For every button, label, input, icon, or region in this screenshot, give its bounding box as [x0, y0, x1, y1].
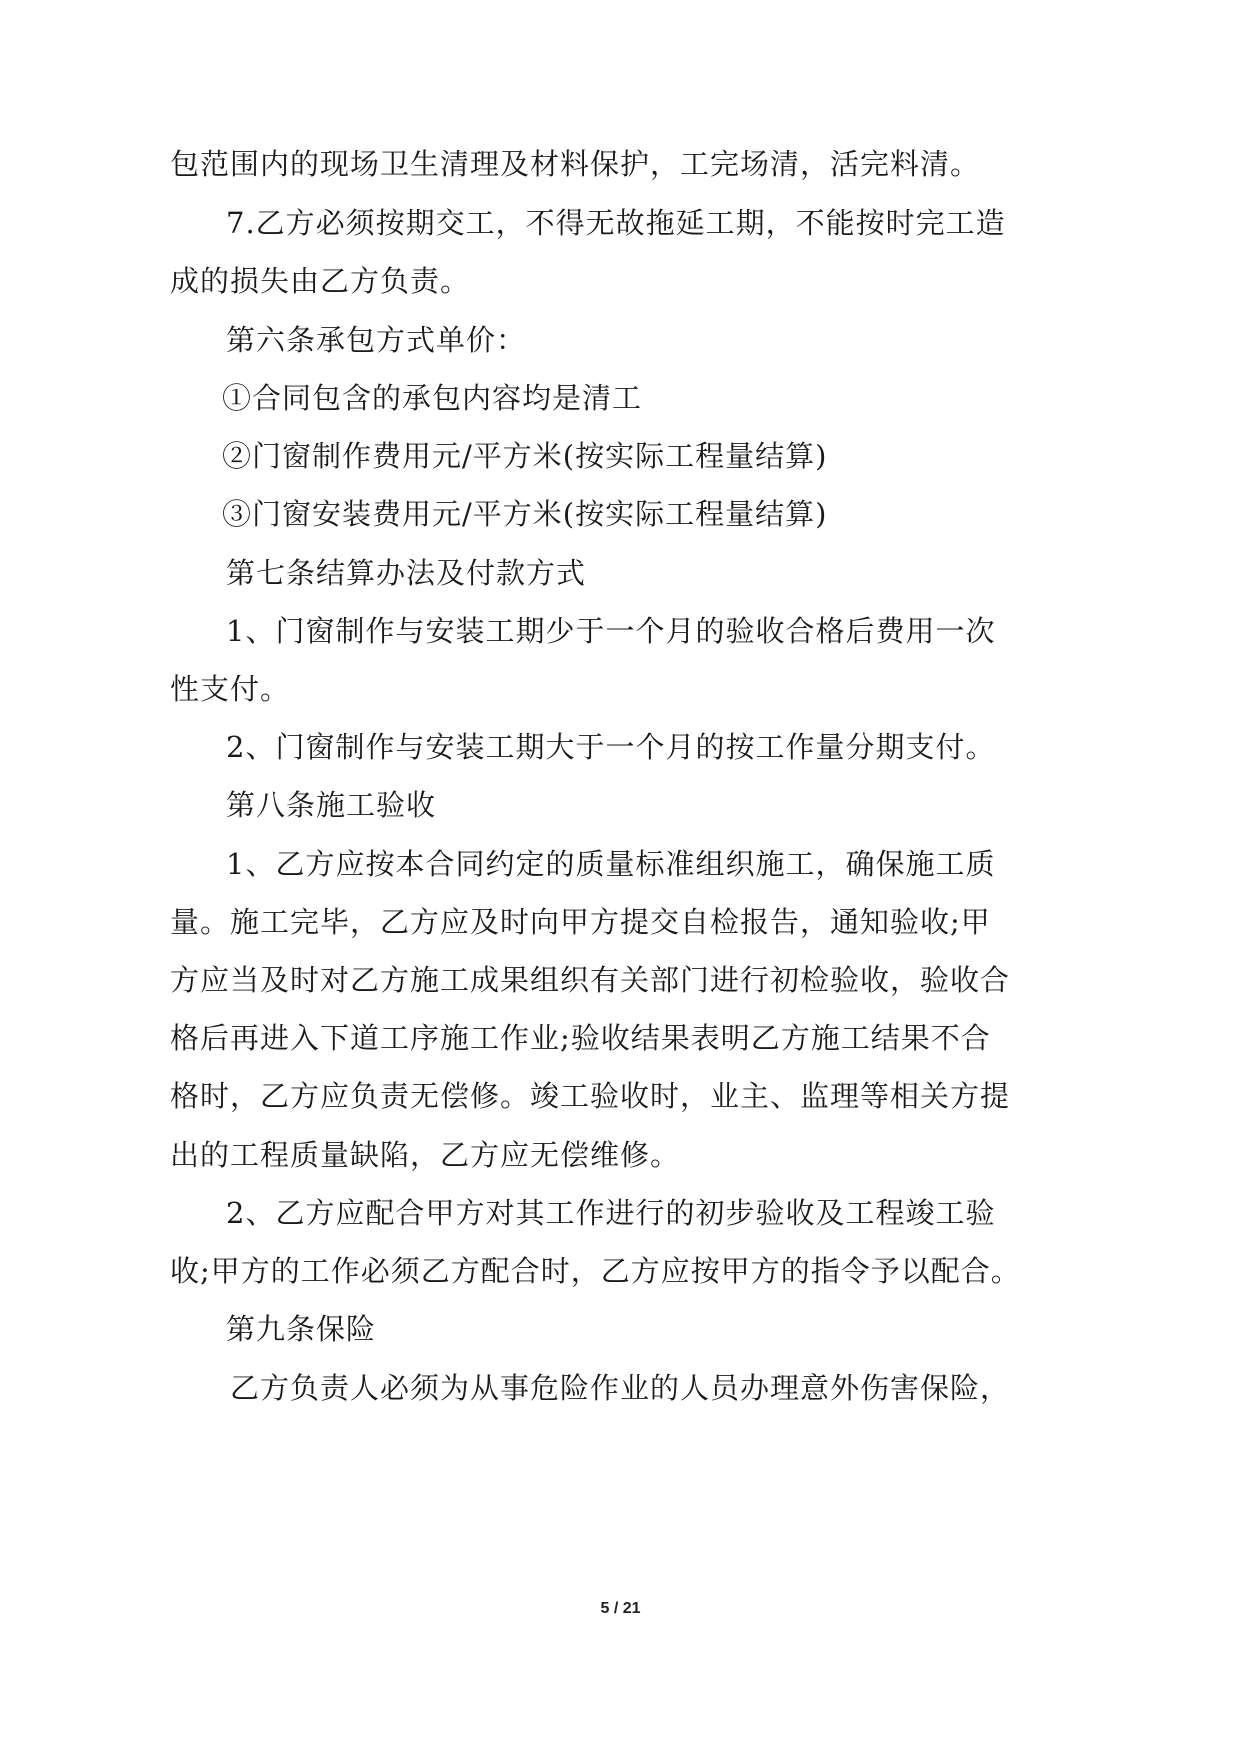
- body-text-line: ②门窗制作费用元/平方米(按实际工程量结算): [222, 439, 828, 473]
- body-text-line: 2、门窗制作与安装工期大于一个月的按工作量分期支付。: [226, 730, 996, 764]
- body-text-line: 成的损失由乙方负责。: [170, 264, 471, 298]
- body-text-line: 2、乙方应配合甲方对其工作进行的初步验收及工程竣工验: [226, 1196, 996, 1230]
- body-text-line: 7.乙方必须按期交工，不得无故拖延工期，不能按时完工造: [226, 206, 1006, 240]
- body-text-line: 乙方负责人必须为从事危险作业的人员办理意外伤害保险，: [230, 1371, 1011, 1405]
- body-text-line: 格时，乙方应负责无偿修。竣工验收时，业主、监理等相关方提: [170, 1079, 1011, 1113]
- body-text-line: 出的工程质量缺陷，乙方应无偿维修。: [170, 1138, 681, 1172]
- section-heading: 第九条保险: [226, 1312, 377, 1346]
- body-text-line: 包范围内的现场卫生清理及材料保护，工完场清，活完料清。: [170, 147, 981, 181]
- body-text-line: ③门窗安装费用元/平方米(按实际工程量结算): [222, 497, 828, 531]
- body-text-line: ①合同包含的承包内容均是清工: [222, 381, 643, 415]
- body-text-line: 量。施工完毕，乙方应及时向甲方提交自检报告，通知验收;甲: [170, 905, 991, 939]
- section-heading: 第七条结算办法及付款方式: [226, 556, 587, 590]
- page-number: 5 / 21: [600, 1600, 641, 1617]
- body-text-line: 收;甲方的工作必须乙方配合时，乙方应按甲方的指令予以配合。: [170, 1254, 1021, 1288]
- body-text-line: 1、门窗制作与安装工期少于一个月的验收合格后费用一次: [226, 614, 996, 648]
- body-text-line: 1、乙方应按本合同约定的质量标准组织施工，确保施工质: [226, 847, 996, 881]
- section-heading: 第六条承包方式单价：: [226, 323, 527, 357]
- body-text-line: 方应当及时对乙方施工成果组织有关部门进行初检验收，验收合: [170, 963, 1011, 997]
- body-text-line: 性支付。: [170, 672, 291, 706]
- section-heading: 第八条施工验收: [226, 788, 437, 822]
- body-text-line: 格后再进入下道工序施工作业;验收结果表明乙方施工结果不合: [170, 1021, 991, 1055]
